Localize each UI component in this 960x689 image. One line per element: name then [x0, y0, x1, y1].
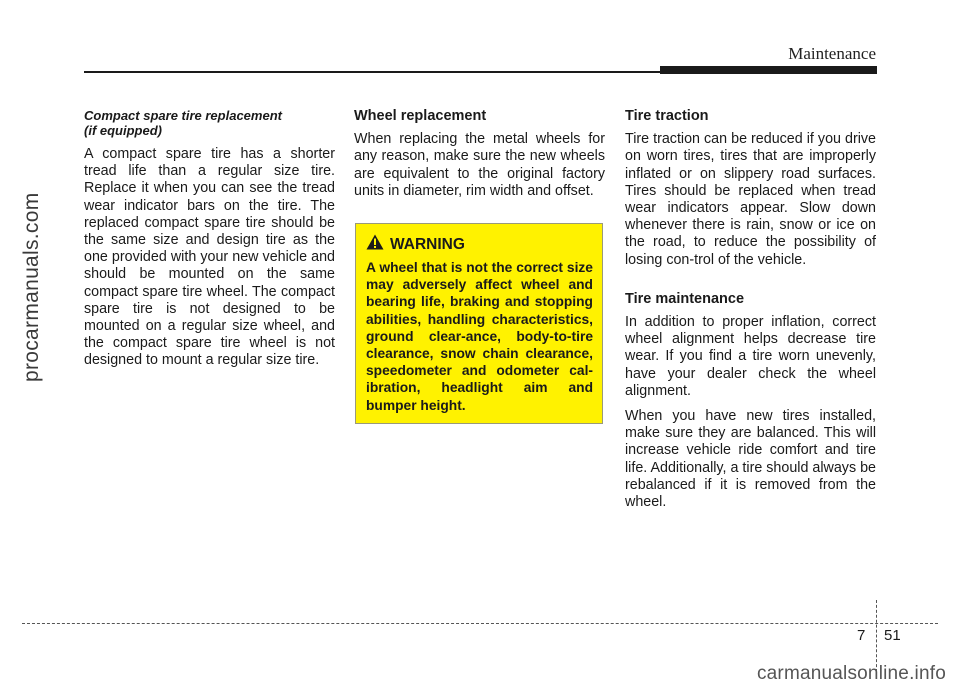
warning-triangle-icon	[366, 234, 384, 255]
chapter-number: 7	[857, 627, 866, 644]
column-left	[84, 108, 335, 378]
page-divider	[876, 600, 877, 672]
side-watermark: procarmanuals.com	[20, 192, 43, 382]
header-title: Maintenance	[788, 44, 876, 63]
warning-text: A wheel that is not the correct size may adversely affect wheel and bearing life, braking and stopping abilities, handling characteristics, ground clear-ance, body-to-tire clearance, snow chain clearance, speedometer and odometer cal-ibration, headlight aim and bumper height.	[366, 260, 593, 413]
tire-maintenance-heading: Tire maintenance	[625, 290, 745, 307]
compact-spare-heading-line1: Compact spare tire replacement	[84, 108, 282, 123]
header-rule-thin	[84, 71, 664, 73]
bottom-watermark: carmanualsonline.info	[756, 663, 946, 684]
warning-box	[355, 223, 603, 424]
warning-header	[366, 234, 593, 255]
tire-traction-heading: Tire traction	[625, 108, 709, 124]
page-number: 51	[884, 627, 901, 644]
tire-traction-body: Tire traction can be reduced if you drive on worn tires, tires that are improperly inflated or on slippery road surfaces. Tires should be replaced when tread wear indicators appear. Slow down whenever there is rain, snow or ice on the road, to reduce the possibility of losing con-trol of the vehicle.	[625, 131, 876, 268]
compact-spare-heading	[84, 108, 335, 138]
tire-maintenance-body-1: In addition to proper inflation, correct wheel alignment helps decrease tire wear. If you find a tire worn unevenly, have your dealer check the wheel alignment.	[625, 314, 876, 399]
warning-title: WARNING	[390, 235, 465, 253]
compact-spare-heading-line2: (if equipped)	[84, 123, 162, 138]
column-right	[625, 108, 876, 519]
footer-rule	[22, 623, 938, 624]
wheel-replacement-heading: Wheel replacement	[354, 108, 487, 124]
column-middle	[354, 108, 605, 208]
wheel-replacement-body: When replacing the metal wheels for any reason, make sure the new wheels are equivalent to the original factory units in diameter, rim width and offset.	[354, 131, 605, 199]
tire-maintenance-body-2: When you have new tires installed, make sure they are balanced. This will increase vehicle ride comfort and tire life. Additionally, a tire should always be rebalanced if it is removed from the wheel.	[625, 408, 876, 511]
header-rule-thick	[660, 66, 877, 74]
compact-spare-body: A compact spare tire has a shorter tread life than a regular size tire. Replace it when you can see the tread wear indicator bars on the tire. The replaced compact spare tire should be the same size and design tire as the one provided with your new vehicle and should be mounted on the same compact spare tire wheel. The compact spare tire is not designed to be mounted on a regular size wheel, and the compact spare tire wheel is not designed to mount a regular size tire.	[84, 146, 335, 369]
section-gap	[625, 277, 876, 291]
